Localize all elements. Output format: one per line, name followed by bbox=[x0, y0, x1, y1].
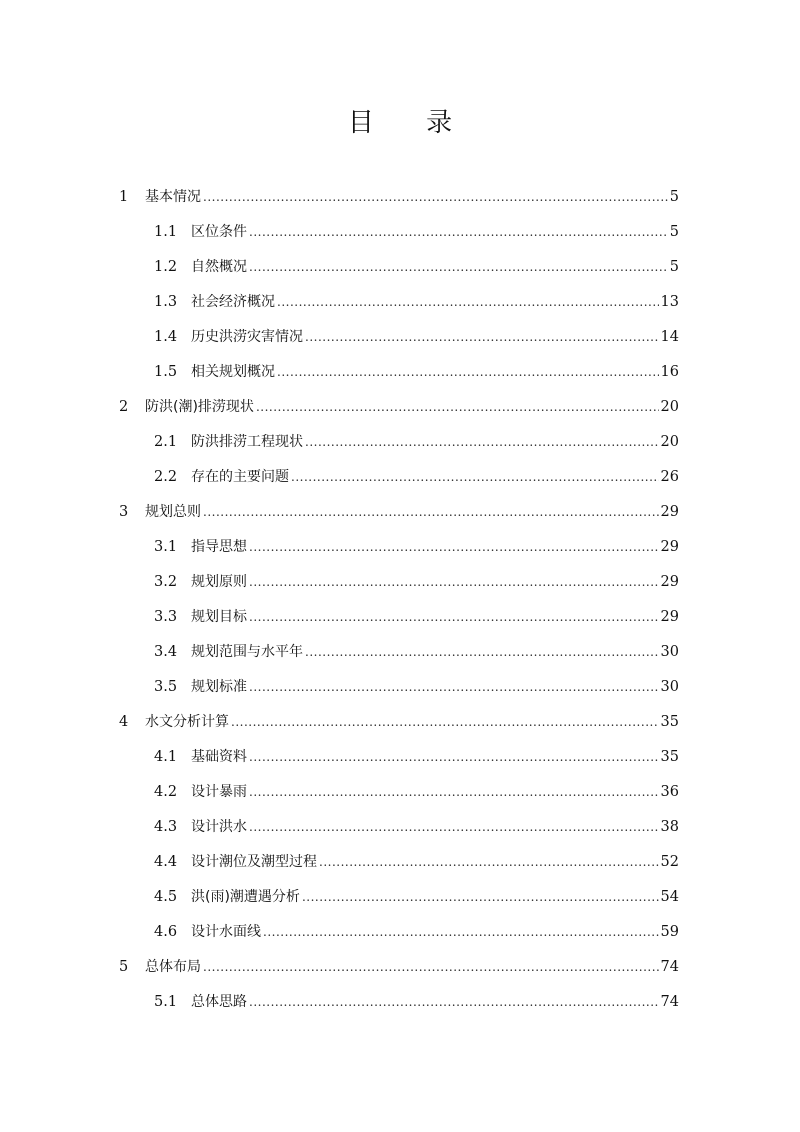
toc-entry-page-number: 16 bbox=[660, 363, 679, 380]
toc-entry-number: 1.1 bbox=[154, 223, 178, 240]
toc-entry-number: 2.2 bbox=[154, 468, 178, 485]
toc-entry-page-number: 59 bbox=[660, 923, 679, 940]
toc-entry-label: 设计水面线 bbox=[191, 923, 261, 940]
toc-entry-number: 1.5 bbox=[154, 363, 178, 380]
toc-entry[interactable] bbox=[0, 388, 800, 423]
toc-entry[interactable] bbox=[0, 668, 800, 703]
toc-entry[interactable] bbox=[0, 423, 800, 458]
toc-entry-label: 总体布局 bbox=[145, 958, 201, 975]
toc-entry-number: 5.1 bbox=[154, 993, 178, 1010]
toc-entry-label: 总体思路 bbox=[191, 993, 247, 1010]
toc-entry[interactable] bbox=[0, 213, 800, 248]
toc-leader-dots bbox=[231, 715, 659, 729]
toc-entry-label: 存在的主要问题 bbox=[191, 468, 289, 485]
toc-entry-number: 4.2 bbox=[154, 783, 178, 800]
toc-entry-page-number: 35 bbox=[660, 713, 679, 730]
toc-entry-number: 4.6 bbox=[154, 923, 178, 940]
toc-entry-page-number: 14 bbox=[660, 328, 679, 345]
toc-leader-dots bbox=[256, 400, 659, 414]
toc-entry-page-number: 29 bbox=[660, 538, 679, 555]
toc-entry-page-number: 13 bbox=[660, 293, 679, 310]
toc-leader-dots bbox=[277, 365, 659, 379]
toc-entry-label: 设计洪水 bbox=[191, 818, 247, 835]
toc-entry-page-number: 35 bbox=[660, 748, 679, 765]
toc-entry-label: 规划目标 bbox=[191, 608, 247, 625]
toc-entry-number: 3.3 bbox=[154, 608, 178, 625]
toc-leader-dots bbox=[203, 505, 659, 519]
toc-leader-dots bbox=[249, 750, 659, 764]
toc-entry-label: 基本情况 bbox=[145, 188, 201, 205]
toc-entry-number: 4.1 bbox=[154, 748, 178, 765]
toc-entry-page-number: 5 bbox=[669, 188, 679, 205]
toc-entry-number: 1.3 bbox=[154, 293, 178, 310]
toc-entry-label: 相关规划概况 bbox=[191, 363, 275, 380]
toc-leader-dots bbox=[277, 295, 659, 309]
toc-leader-dots bbox=[305, 645, 659, 659]
toc-entry[interactable] bbox=[0, 528, 800, 563]
toc-entry-label: 规划原则 bbox=[191, 573, 247, 590]
toc-leader-dots bbox=[249, 995, 659, 1009]
toc-entry-number: 2 bbox=[119, 398, 129, 415]
toc-entry[interactable] bbox=[0, 248, 800, 283]
toc-leader-dots bbox=[291, 470, 659, 484]
table-of-contents bbox=[0, 178, 800, 1018]
toc-entry[interactable] bbox=[0, 773, 800, 808]
toc-entry[interactable] bbox=[0, 283, 800, 318]
toc-entry-page-number: 29 bbox=[660, 573, 679, 590]
toc-entry-number: 3.2 bbox=[154, 573, 178, 590]
toc-entry-page-number: 20 bbox=[660, 398, 679, 415]
toc-entry-number: 4.5 bbox=[154, 888, 178, 905]
toc-leader-dots bbox=[249, 820, 659, 834]
toc-entry-label: 社会经济概况 bbox=[191, 293, 275, 310]
toc-leader-dots bbox=[249, 575, 659, 589]
toc-entry[interactable] bbox=[0, 983, 800, 1018]
toc-entry-page-number: 29 bbox=[660, 608, 679, 625]
toc-entry-number: 4 bbox=[119, 713, 129, 730]
toc-leader-dots bbox=[305, 330, 659, 344]
toc-leader-dots bbox=[305, 435, 659, 449]
toc-entry-page-number: 38 bbox=[660, 818, 679, 835]
toc-entry-label: 规划范围与水平年 bbox=[191, 643, 303, 660]
toc-leader-dots bbox=[249, 225, 668, 239]
toc-entry[interactable] bbox=[0, 703, 800, 738]
toc-leader-dots bbox=[302, 890, 659, 904]
toc-entry-number: 4.4 bbox=[154, 853, 178, 870]
toc-leader-dots bbox=[203, 190, 668, 204]
toc-entry-label: 设计暴雨 bbox=[191, 783, 247, 800]
toc-leader-dots bbox=[249, 540, 659, 554]
toc-leader-dots bbox=[249, 785, 659, 799]
toc-entry-label: 防洪(潮)排涝现状 bbox=[145, 398, 254, 415]
toc-entry-label: 洪(雨)潮遭遇分析 bbox=[191, 888, 300, 905]
toc-entry-number: 3.4 bbox=[154, 643, 178, 660]
toc-entry-label: 规划标准 bbox=[191, 678, 247, 695]
toc-entry[interactable] bbox=[0, 318, 800, 353]
toc-entry-page-number: 36 bbox=[660, 783, 679, 800]
toc-entry-label: 水文分析计算 bbox=[145, 713, 229, 730]
toc-entry-label: 指导思想 bbox=[191, 538, 247, 555]
toc-entry-page-number: 5 bbox=[669, 258, 679, 275]
toc-leader-dots bbox=[249, 260, 668, 274]
toc-entry-label: 防洪排涝工程现状 bbox=[191, 433, 303, 450]
toc-entry-label: 规划总则 bbox=[145, 503, 201, 520]
toc-entry-page-number: 5 bbox=[669, 223, 679, 240]
toc-entry-page-number: 54 bbox=[660, 888, 679, 905]
toc-leader-dots bbox=[203, 960, 659, 974]
toc-entry[interactable] bbox=[0, 633, 800, 668]
toc-entry-label: 自然概况 bbox=[191, 258, 247, 275]
toc-entry-number: 2.1 bbox=[154, 433, 178, 450]
toc-entry-number: 5 bbox=[119, 958, 129, 975]
toc-entry-page-number: 52 bbox=[660, 853, 679, 870]
toc-entry-label: 设计潮位及潮型过程 bbox=[191, 853, 317, 870]
toc-leader-dots bbox=[263, 925, 659, 939]
toc-leader-dots bbox=[319, 855, 659, 869]
toc-entry-number: 3.1 bbox=[154, 538, 178, 555]
toc-entry-label: 历史洪涝灾害情况 bbox=[191, 328, 303, 345]
toc-entry[interactable] bbox=[0, 563, 800, 598]
toc-entry[interactable] bbox=[0, 738, 800, 773]
toc-entry[interactable] bbox=[0, 843, 800, 878]
toc-entry[interactable] bbox=[0, 458, 800, 493]
toc-entry[interactable] bbox=[0, 178, 800, 213]
toc-entry-page-number: 30 bbox=[660, 643, 679, 660]
toc-entry[interactable] bbox=[0, 948, 800, 983]
toc-entry[interactable] bbox=[0, 878, 800, 913]
toc-entry[interactable] bbox=[0, 353, 800, 388]
toc-leader-dots bbox=[249, 680, 659, 694]
toc-entry[interactable] bbox=[0, 913, 800, 948]
toc-entry-page-number: 74 bbox=[660, 993, 679, 1010]
toc-entry-number: 1 bbox=[119, 188, 129, 205]
toc-entry[interactable] bbox=[0, 808, 800, 843]
toc-leader-dots bbox=[249, 610, 659, 624]
toc-entry[interactable] bbox=[0, 493, 800, 528]
toc-entry-page-number: 20 bbox=[660, 433, 679, 450]
toc-entry-number: 3.5 bbox=[154, 678, 178, 695]
toc-entry-number: 3 bbox=[119, 503, 129, 520]
toc-entry-number: 1.4 bbox=[154, 328, 178, 345]
toc-entry-page-number: 74 bbox=[660, 958, 679, 975]
toc-entry-page-number: 30 bbox=[660, 678, 679, 695]
toc-entry[interactable] bbox=[0, 598, 800, 633]
toc-entry-number: 4.3 bbox=[154, 818, 178, 835]
toc-entry-label: 基础资料 bbox=[191, 748, 247, 765]
toc-entry-page-number: 26 bbox=[660, 468, 679, 485]
page-title: 目 录 bbox=[347, 108, 475, 138]
toc-entry-label: 区位条件 bbox=[191, 223, 247, 240]
toc-entry-page-number: 29 bbox=[660, 503, 679, 520]
toc-entry-number: 1.2 bbox=[154, 258, 178, 275]
